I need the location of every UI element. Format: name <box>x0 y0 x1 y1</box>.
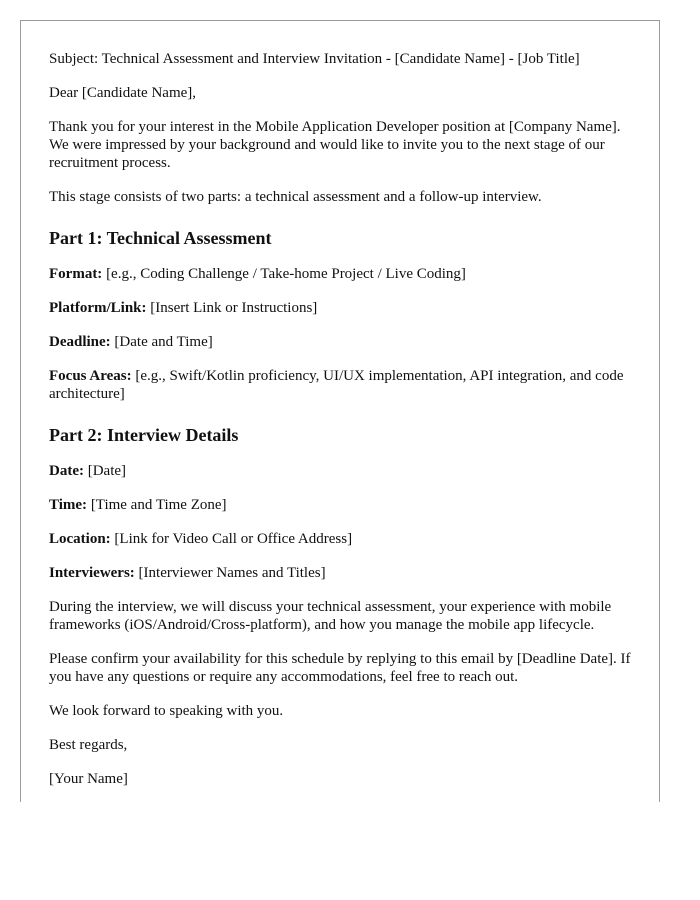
signature: [Your Name] <box>49 771 128 787</box>
letter-body <box>21 21 659 788</box>
deadline-value: [Date and Time] <box>110 334 213 350</box>
date-field <box>49 462 631 480</box>
date-label: Date: <box>49 463 84 479</box>
interviewers-field <box>49 564 631 582</box>
focus-areas-label: Focus Areas: <box>49 368 132 384</box>
format-value: [e.g., Coding Challenge / Take-home Project / Live Coding] <box>102 266 466 282</box>
location-label: Location: <box>49 531 111 547</box>
interviewers-value: [Interviewer Names and Titles] <box>134 565 326 581</box>
letter-page <box>20 20 660 802</box>
location-value: [Link for Video Call or Office Address] <box>110 531 353 547</box>
sign-off: Best regards, <box>49 737 128 753</box>
time-label: Time: <box>49 497 88 513</box>
platform-link-field <box>49 299 631 317</box>
stage-overview-paragraph: This stage consists of two parts: a technical assessment and a follow-up interview. <box>49 189 542 205</box>
interview-note-paragraph: During the interview, we will discuss your technical assessment, your experience with mobile frameworks (iOS/Android/Cross-platform), and how you manage the mobile app lifecycle. <box>49 599 612 633</box>
focus-areas-value: [e.g., Swift/Kotlin proficiency, UI/UX implementation, API integration, and code architecture] <box>49 368 624 402</box>
time-value: [Time and Time Zone] <box>87 497 227 513</box>
time-field <box>49 496 631 514</box>
interviewers-label: Interviewers: <box>49 565 135 581</box>
format-label: Format: <box>49 266 103 282</box>
focus-areas-field <box>49 367 631 403</box>
intro-paragraph: Thank you for your interest in the Mobile Application Developer position at [Company Name]. We were impressed by your background and would like to invite you to the next stage of our recruitment process. <box>49 119 621 171</box>
confirm-note-paragraph: Please confirm your availability for this schedule by replying to this email by [Deadline Date]. If you have any questions or require any accommodations, feel free to reach out. <box>49 651 631 685</box>
format-field <box>49 265 631 283</box>
platform-link-value: [Insert Link or Instructions] <box>146 300 318 316</box>
closing-line: We look forward to speaking with you. <box>49 703 284 719</box>
greeting: Dear [Candidate Name], <box>49 85 197 101</box>
platform-link-label: Platform/Link: <box>49 300 147 316</box>
date-value: [Date] <box>83 463 127 479</box>
part1-heading: Part 1: Technical Assessment <box>49 228 272 248</box>
part2-heading: Part 2: Interview Details <box>49 425 239 445</box>
deadline-label: Deadline: <box>49 334 111 350</box>
deadline-field <box>49 333 631 351</box>
subject-line: Subject: Technical Assessment and Interview Invitation - [Candidate Name] - [Job Title] <box>49 51 580 67</box>
location-field <box>49 530 631 548</box>
